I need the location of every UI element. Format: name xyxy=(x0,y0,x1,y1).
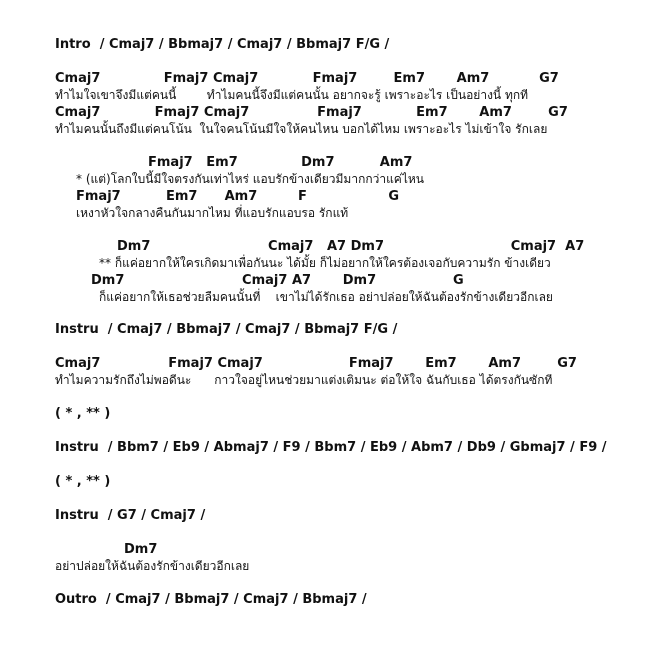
instrumental-line-1: Instru / Cmaj7 / Bbmaj7 / Cmaj7 / Bbmaj7 F/G / xyxy=(55,322,398,337)
instrumental-line-3: Instru / G7 / Cmaj7 / xyxy=(55,508,206,523)
prechorus-chords-b: Fmaj7 Em7 Am7 F G xyxy=(76,189,399,204)
chorus-lyric-a: ** ก็แค่อยากให้ใครเกิดมาเพื่อกันนะ ได้มั้ย ก็ไม่อยากให้ใครต้องเจอกับความรัก ข้างเดียว xyxy=(99,256,551,270)
verse1-chords-a: Cmaj7 Fmaj7 Cmaj7 Fmaj7 Em7 Am7 G7 xyxy=(55,71,559,86)
outro-line: Outro / Cmaj7 / Bbmaj7 / Cmaj7 / Bbmaj7 / xyxy=(55,592,367,607)
chorus-chords-b: Dm7 Cmaj7 A7 Dm7 G xyxy=(91,273,464,288)
prechorus-lyric-b: เหงาหัวใจกลางคืนกันมากไหม ที่แอบรักแอบรอ รักแท้ xyxy=(76,206,349,220)
repeat-marker-2: ( * , ** ) xyxy=(55,474,111,489)
prechorus-lyric-a: * (แต่)โลกใบนี้มีใจตรงกันเท่าไหร่ แอบรักข้างเดียวมีมากกว่าแค่ไหน xyxy=(76,172,424,186)
verse1-lyric-b: ทำไมคนนั้นถึงมีแต่คนโน้น ในใจคนโน้นมีใจให้คนไหน บอกได้ไหม เพราะอะไร ไม่เข้าใจ รักเลย xyxy=(55,122,548,136)
prechorus-chords-a: Fmaj7 Em7 Dm7 Am7 xyxy=(148,155,413,170)
verse1-chords-b: Cmaj7 Fmaj7 Cmaj7 Fmaj7 Em7 Am7 G7 xyxy=(55,105,568,120)
chorus-lyric-b: ก็แค่อยากให้เธอช่วยลืมคนนั้นที่ เขาไม่ได้รักเธอ อย่าปล่อยให้ฉันต้องรักข้างเดียวอีกเลย xyxy=(99,290,553,304)
chorus-chords-a: Dm7 Cmaj7 A7 Dm7 Cmaj7 A7 xyxy=(117,239,585,254)
instrumental-line-2: Instru / Bbm7 / Eb9 / Abmaj7 / F9 / Bbm7 / Eb9 / Abm7 / Db9 / Gbmaj7 / F9 / xyxy=(55,440,607,455)
verse1-lyric-a: ทำไมใจเขาจึงมีแต่คนนี้ ทำไมคนนี้จึงมีแต่คนนั้น อยากจะรู้ เพราะอะไร เป็นอย่างนี้ ทุกที xyxy=(55,88,529,102)
intro-line: Intro / Cmaj7 / Bbmaj7 / Cmaj7 / Bbmaj7 F/G / xyxy=(55,37,390,52)
verse2-lyric: ทำไมความรักถึงไม่พอดีนะ กาวใจอยู่ไหนช่วยมาแต่งเติมนะ ต่อให้ใจ ฉันกับเธอ ได้ตรงกันซักที xyxy=(55,373,553,387)
verse2-chords: Cmaj7 Fmaj7 Cmaj7 Fmaj7 Em7 Am7 G7 xyxy=(55,356,577,371)
ending-chord: Dm7 xyxy=(124,542,158,557)
repeat-marker-1: ( * , ** ) xyxy=(55,406,111,421)
ending-lyric: อย่าปล่อยให้ฉันต้องรักข้างเดียวอีกเลย xyxy=(55,559,250,573)
